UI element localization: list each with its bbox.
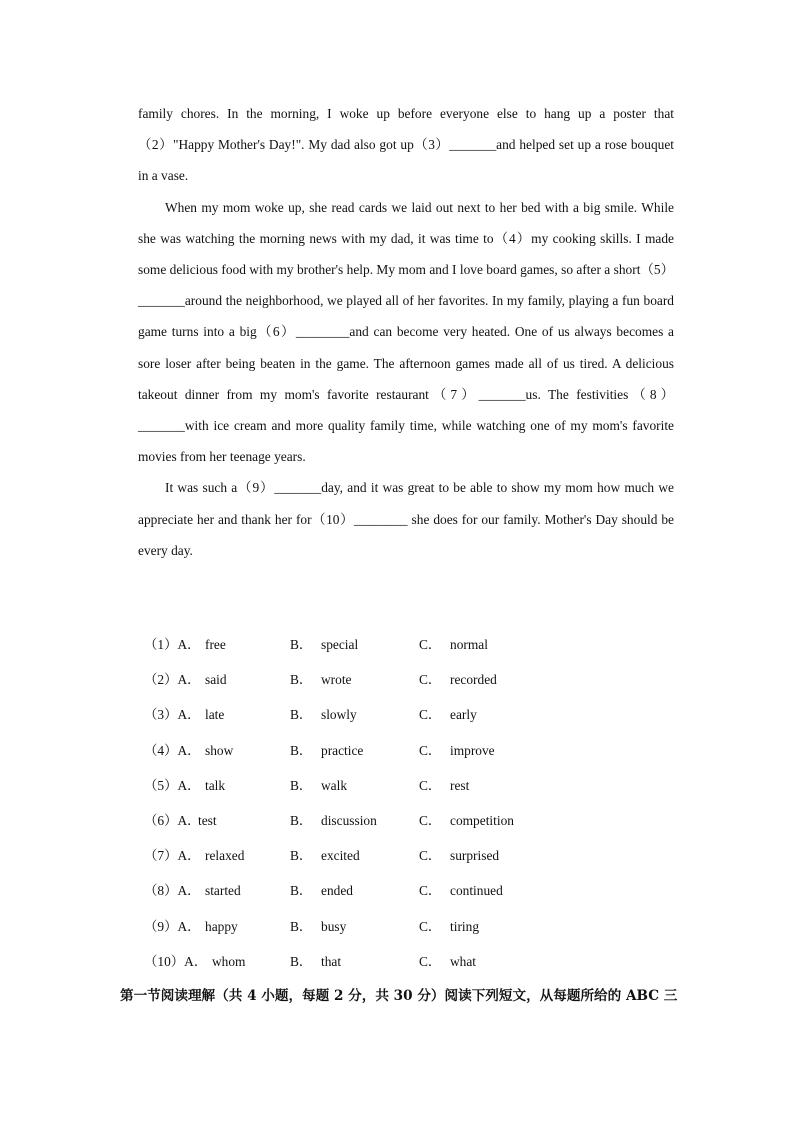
answer-options-list — [144, 627, 584, 979]
option-c — [419, 944, 476, 979]
option-a-text: happy — [205, 918, 238, 934]
option-c-text: early — [450, 707, 477, 723]
option-c — [419, 873, 503, 908]
option-row-3 — [144, 697, 584, 732]
option-b-letter: B． — [290, 953, 313, 969]
option-row-6 — [144, 803, 584, 838]
option-a-text: relaxed — [205, 848, 245, 864]
question-number: （9）A． — [144, 918, 201, 934]
option-c-letter: C． — [419, 918, 442, 934]
option-b — [290, 697, 357, 732]
option-c-letter: C． — [419, 883, 442, 899]
passage-paragraph-3: It was such a（9）_______day, and it was great to be able to show my mom how much we appreciate her and thank her for（10）________ she does for our family. Mother's Day should be every day. — [138, 480, 674, 558]
option-b-text: ended — [321, 883, 353, 899]
option-row-4 — [144, 733, 584, 768]
question-number: （7）A． — [144, 848, 201, 864]
option-row-5 — [144, 768, 584, 803]
option-b-letter: B． — [290, 848, 313, 864]
option-a-text: whom — [212, 953, 246, 969]
option-c — [419, 733, 495, 768]
option-a-text: said — [205, 672, 227, 688]
option-c — [419, 803, 514, 838]
option-c-letter: C． — [419, 812, 442, 828]
option-a-text: free — [205, 637, 226, 652]
cloze-passage — [138, 98, 674, 566]
option-b-text: walk — [321, 777, 348, 793]
question-number: （4）A． — [144, 742, 201, 758]
option-a-text: started — [205, 883, 241, 899]
option-b-letter: B． — [290, 637, 313, 652]
option-row-7 — [144, 838, 584, 873]
option-c-letter: C． — [419, 707, 442, 723]
option-c-letter: C． — [419, 637, 442, 652]
option-a-text: test — [198, 812, 217, 828]
option-row-9 — [144, 909, 584, 944]
question-number: （3）A． — [144, 707, 201, 723]
option-c-text: tiring — [450, 918, 480, 934]
option-b-letter: B． — [290, 742, 313, 758]
option-b — [290, 662, 352, 697]
option-c-text: what — [450, 953, 477, 969]
option-row-2 — [144, 662, 584, 697]
option-b-letter: B． — [290, 918, 313, 934]
option-b-text: slowly — [321, 707, 357, 723]
option-a-text: talk — [205, 777, 226, 793]
option-b-text: excited — [321, 848, 360, 864]
option-b-text: discussion — [321, 812, 377, 828]
option-b-letter: B． — [290, 883, 313, 899]
passage-paragraph-1: family chores. In the morning, I woke up before everyone else to hang up a poster that（2）"Happy Mother's Day!". My dad also got up（3）_______and helped set up a rose bouquet in a vase. — [138, 106, 674, 184]
option-a-text: late — [205, 707, 225, 723]
option-b-letter: B． — [290, 777, 313, 793]
option-b — [290, 873, 353, 908]
option-row-8 — [144, 873, 584, 908]
option-b — [290, 627, 358, 662]
option-b-text: busy — [321, 918, 347, 934]
section-header: 第一节阅读理解（共 4 小题，每题 2 分，共 30 分）阅读下列短文，从每题所给的 ABC 三 — [120, 988, 678, 1004]
option-b-letter: B． — [290, 707, 313, 723]
option-c-text: recorded — [450, 672, 497, 688]
question-number: （10）A． — [144, 953, 208, 969]
option-b — [290, 944, 341, 979]
option-c-letter: C． — [419, 953, 442, 969]
option-c — [419, 697, 477, 732]
question-number: （5）A． — [144, 777, 201, 793]
option-c-text: continued — [450, 883, 503, 899]
option-b — [290, 803, 377, 838]
option-c — [419, 662, 497, 697]
option-b — [290, 838, 360, 873]
option-c-text: rest — [450, 777, 470, 793]
passage-paragraph-2: When my mom woke up, she read cards we laid out next to her bed with a big smile. While she was watching the morning news with my dad, it was time to（4）my cooking skills. I made some delicious food with my brother's help. My mom and I love board games, so after a short（5）_______around the neighborhood, we played all of her favorites. In my family, playing a fun board game turns into a big（6）________and can become very heated. One of us always becomes a sore loser after being beaten in the game. The afternoon games made all of us tired. A delicious takeout dinner from my mom's favorite restaurant（7）_______us. The festivities（8）_______with ice cream and more quality family time, while watching one of my mom's favorite movies from her teenage years. — [138, 199, 674, 465]
option-c-letter: C． — [419, 742, 442, 758]
option-b-text: special — [321, 637, 359, 652]
option-b-letter: B． — [290, 812, 313, 828]
option-c-text: competition — [450, 812, 514, 828]
option-b — [290, 733, 363, 768]
option-c-text: normal — [450, 637, 488, 652]
option-c — [419, 838, 499, 873]
option-c-letter: C． — [419, 672, 442, 688]
option-b-text: practice — [321, 742, 364, 758]
option-c-text: surprised — [450, 848, 500, 864]
option-b-letter: B． — [290, 672, 313, 688]
option-c-letter: C． — [419, 777, 442, 793]
question-number: （6）A． — [144, 812, 201, 828]
option-b — [290, 768, 347, 803]
option-a-text: show — [205, 742, 234, 758]
option-b-text: wrote — [321, 672, 352, 688]
option-c — [419, 627, 488, 662]
option-b — [290, 909, 346, 944]
option-row-10 — [144, 944, 584, 979]
option-c-text: improve — [450, 742, 495, 758]
question-number: （1）A． — [144, 637, 201, 652]
question-number: （8）A． — [144, 883, 201, 899]
option-row-1 — [144, 627, 584, 662]
option-c-letter: C． — [419, 848, 442, 864]
option-c — [419, 909, 479, 944]
option-b-text: that — [321, 953, 342, 969]
option-c — [419, 768, 469, 803]
question-number: （2）A． — [144, 672, 201, 688]
